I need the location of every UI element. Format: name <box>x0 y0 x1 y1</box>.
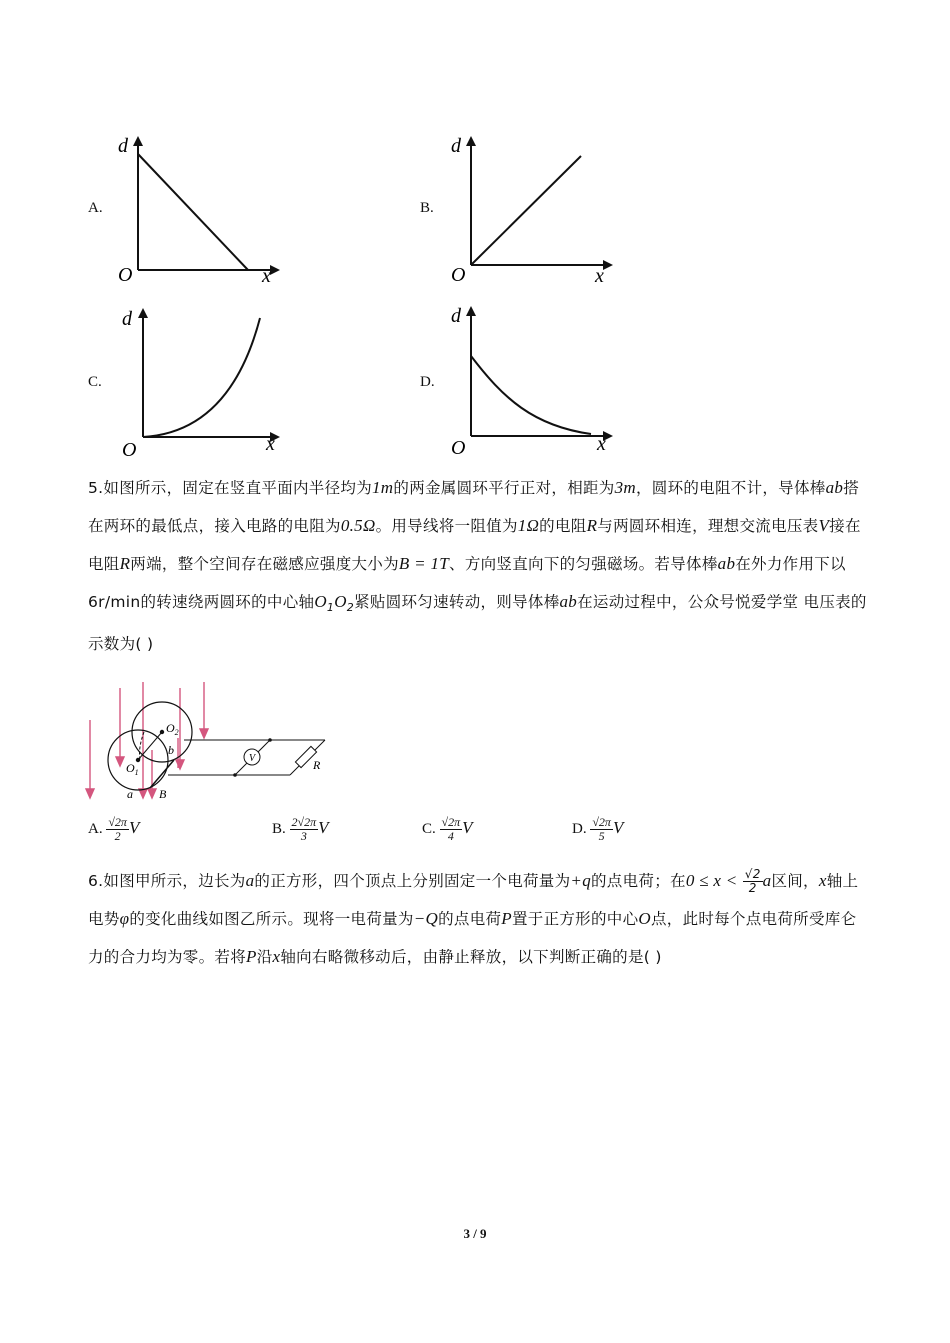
curve-line <box>143 318 260 437</box>
x-axis-label: x <box>262 265 271 285</box>
origin-label: O <box>451 437 466 459</box>
q5-answer-b: B. $\frac{2√2\pi}{3}$ V <box>272 815 329 843</box>
y-axis-arrow <box>466 136 476 146</box>
option-a-graph <box>110 130 290 285</box>
y-axis-arrow <box>138 308 148 318</box>
x-axis-label: x <box>597 433 606 455</box>
question-6-text: 6.如图甲所示，边长为a的正方形，四个顶点上分别固定一个电荷量为+q的点电荷；在0 ≤ x < $\frac{√2}{2}$ a区间，x轴上电势φ的变化曲线如图乙所示。现将一电荷量为−Q的点电荷P置于正方形的中心O点，此时每个点电荷所受库仑力的合力均为零。若将P沿x轴向右略微移动后，由静止释放，以下判断正确的是( ) <box>88 867 859 966</box>
o1-dot <box>136 758 140 762</box>
q5-answer-a: A. $\frac{√2\pi}{2}$ V <box>88 815 140 843</box>
option-c-label: C. <box>88 374 102 390</box>
question-5-text: 5.如图所示，固定在竖直平面内半径均为1m的两金属圆环平行正对，相距为3m，圆环的电阻不计，导体棒ab搭在两环的最低点，接入电路的电阻为0.5Ω。用导线将一阻值为1Ω的电阻R与两圆环相连，理想交流电压表V接在电阻R两端，整个空间存在磁感应强度大小为B = 1T、方向竖直向下的匀强磁场。若导体棒ab在外力作用下以6r/min的转速绕两圆环的中心轴$O_1O_2$紧贴圆环匀速转动，则导体棒ab在运动过程中，公众号悦爱学堂 电压表的示数为( ) <box>88 478 867 654</box>
origin-label: O <box>451 264 466 285</box>
q5-number: 5. <box>88 479 104 497</box>
origin-label: O <box>118 264 133 285</box>
y-axis-label: d <box>451 305 461 327</box>
o2-dot <box>160 730 164 734</box>
x-axis-label: x <box>595 265 604 285</box>
option-b-graph <box>443 130 623 285</box>
a-label: a <box>127 787 133 801</box>
voltmeter-label: V <box>248 753 256 764</box>
b-label: b <box>168 743 174 757</box>
x-axis-arrow <box>603 260 613 270</box>
option-d-graph <box>443 298 623 463</box>
page-number: 3 / 9 <box>463 1226 487 1241</box>
y-axis-arrow <box>466 306 476 316</box>
q5-figure <box>80 680 340 805</box>
x-axis-arrow <box>270 265 280 275</box>
o1-label: $O_1$ <box>126 761 139 777</box>
y-axis-label: d <box>122 308 132 330</box>
x-axis-label: x <box>266 433 275 455</box>
o2-label: $O_2$ <box>166 721 179 737</box>
q5-answer-c: C. $\frac{√2\pi}{4}$ V <box>422 815 473 843</box>
curve-line <box>138 154 248 270</box>
option-a-label: A. <box>88 200 103 216</box>
curve-line <box>471 156 581 265</box>
option-c-graph <box>110 302 290 462</box>
q5-answer-d: D. $\frac{√2\pi}{5}$ V <box>572 815 624 843</box>
option-d-label: D. <box>420 374 435 390</box>
q6-number: 6. <box>88 872 104 890</box>
option-b-label: B. <box>420 200 434 216</box>
y-axis-arrow <box>133 136 143 146</box>
field-b-label: B <box>159 787 167 801</box>
curve-line <box>471 356 591 434</box>
origin-label: O <box>122 439 137 461</box>
y-axis-label: d <box>118 135 128 157</box>
rod-ab <box>150 760 174 788</box>
y-axis-label: d <box>451 135 461 157</box>
resistor-label: R <box>313 758 321 772</box>
